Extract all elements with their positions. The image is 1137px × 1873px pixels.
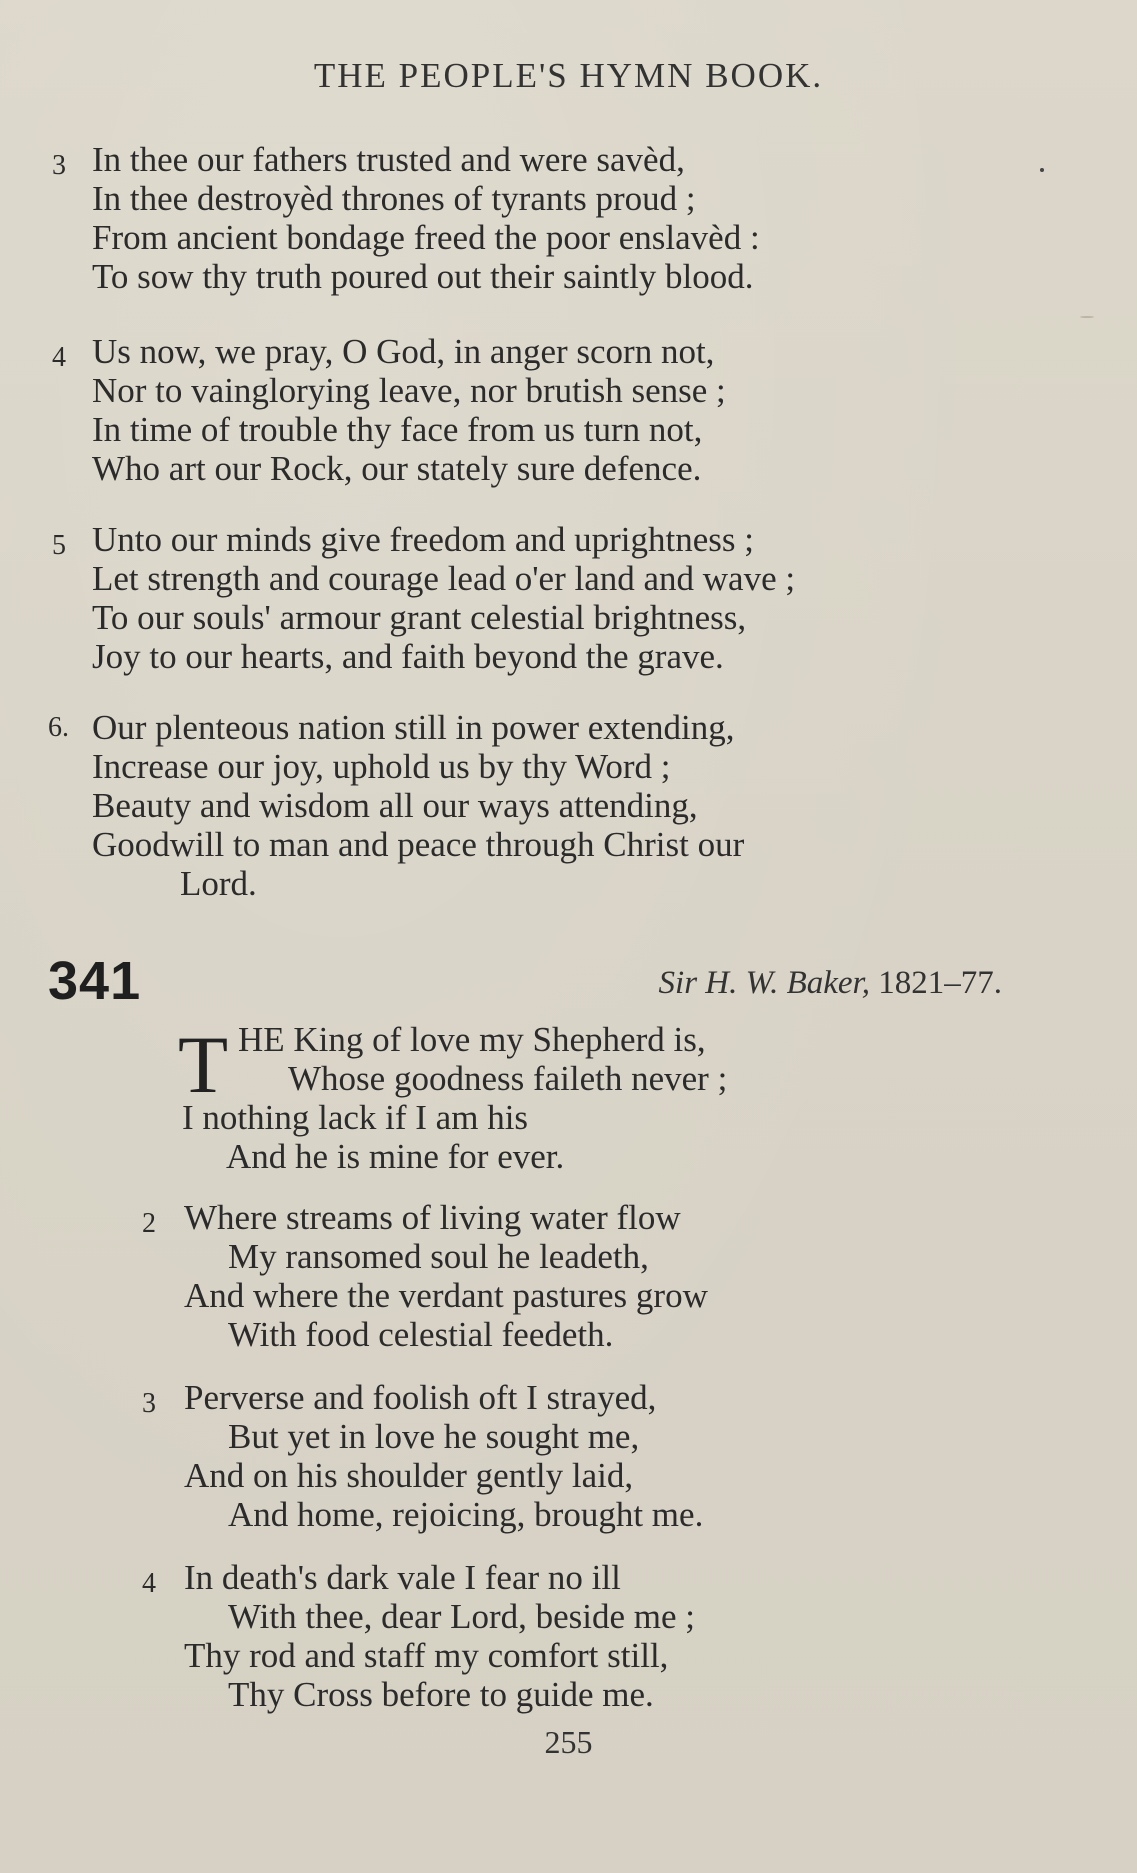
verse-line: HE King of love my Shepherd is, (238, 1020, 706, 1059)
verse-line: My ransomed soul he leadeth, (228, 1237, 649, 1276)
verse-line: To sow thy truth poured out their saintly blood. (92, 257, 754, 296)
verse-line: In time of trouble thy face from us turn not, (92, 410, 703, 449)
author-name: Sir H. W. Baker, (658, 965, 870, 1001)
author-dates: 1821–77. (878, 965, 1002, 1001)
scan-speck (1040, 168, 1044, 172)
verse-number: 2 (142, 1208, 156, 1239)
verse-line: Nor to vainglorying leave, nor brutish sense ; (92, 371, 726, 410)
verse-line: From ancient bondage freed the poor enslavèd : (92, 218, 760, 257)
verse-line: In thee our fathers trusted and were savèd, (92, 140, 685, 179)
verse-line: With food celestial feedeth. (228, 1315, 614, 1354)
hymn-author (659, 965, 1002, 1002)
verse-line: Whose goodness faileth never ; (288, 1059, 728, 1098)
hymn-verse-3 (142, 1378, 704, 1534)
verse-line: And home, rejoicing, brought me. (228, 1495, 704, 1534)
hymn-verse-4 (142, 1558, 696, 1714)
verse-line: Where streams of living water flow (184, 1198, 681, 1237)
verse-line: Let strength and courage lead o'er land and wave ; (92, 559, 796, 598)
hymn-number: 341 (48, 951, 142, 1011)
verse-line: I nothing lack if I am his (182, 1098, 529, 1137)
hymn-verse-2 (142, 1198, 708, 1354)
verse-line: Us now, we pray, O God, in anger scorn not, (92, 332, 715, 371)
verse-line: And on his shoulder gently laid, (184, 1456, 634, 1495)
verse-number: 4 (52, 342, 66, 373)
prev-hymn-verse-6 (48, 708, 745, 903)
verse-line: In thee destroyèd thrones of tyrants proud ; (92, 179, 696, 218)
verse-number: 3 (142, 1388, 156, 1419)
prev-hymn-verse-3 (52, 140, 760, 296)
verse-line: Who art our Rock, our stately sure defence. (92, 449, 702, 488)
drop-cap: T (178, 1019, 229, 1110)
verse-line: Joy to our hearts, and faith beyond the grave. (92, 637, 724, 676)
verse-line: Unto our minds give freedom and uprightness ; (92, 520, 754, 559)
verse-line: Perverse and foolish oft I strayed, (184, 1378, 657, 1417)
verse-line: Beauty and wisdom all our ways attending, (92, 786, 698, 825)
verse-line: And he is mine for ever. (226, 1137, 565, 1176)
verse-number: 3 (52, 150, 66, 181)
verse-line: Thy rod and staff my comfort still, (184, 1636, 669, 1675)
scan-speck (1080, 316, 1094, 318)
verse-line: Goodwill to man and peace through Christ our (92, 825, 745, 864)
verse-line: And where the verdant pastures grow (184, 1276, 708, 1315)
verse-number: 5 (52, 530, 66, 561)
verse-line: To our souls' armour grant celestial brightness, (92, 598, 747, 637)
verse-line: Lord. (180, 864, 257, 903)
prev-hymn-verse-4 (52, 332, 726, 488)
verse-line: Our plenteous nation still in power extending, (92, 708, 735, 747)
verse-line: But yet in love he sought me, (228, 1417, 640, 1456)
verse-number: 4 (142, 1568, 156, 1599)
running-title: THE PEOPLE'S HYMN BOOK. (313, 56, 824, 95)
verse-line: With thee, dear Lord, beside me ; (228, 1597, 696, 1636)
verse-line: Thy Cross before to guide me. (228, 1675, 654, 1714)
hymn-verse-1 (182, 1020, 727, 1176)
prev-hymn-verse-5 (52, 520, 796, 676)
verse-line: Increase our joy, uphold us by thy Word ; (92, 747, 671, 786)
verse-number: 6. (48, 712, 69, 743)
verse-line: In death's dark vale I fear no ill (184, 1558, 621, 1597)
page-number: 255 (544, 1724, 593, 1760)
